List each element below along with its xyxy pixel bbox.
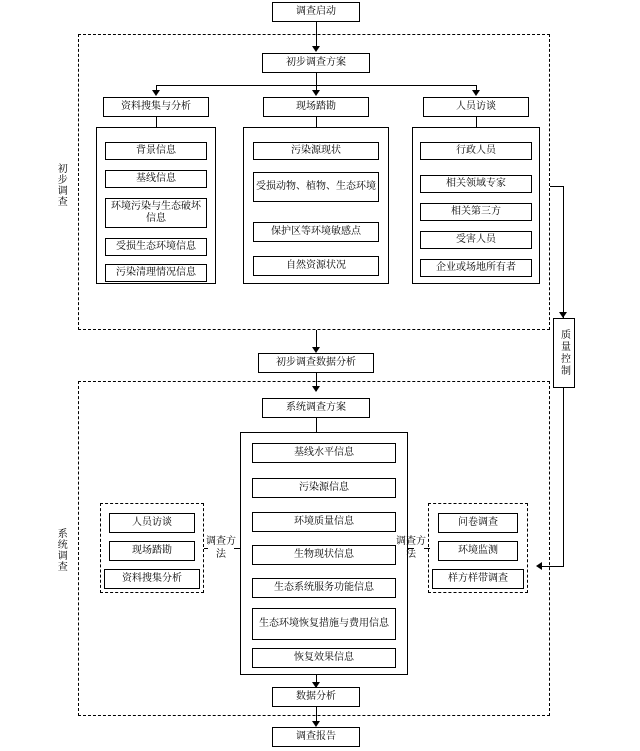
arrowhead-branch-right xyxy=(472,90,480,96)
node-stage1-col0-item-1: 基线信息 xyxy=(105,170,207,188)
node-stage2-right-method-1: 环境监测 xyxy=(438,541,518,561)
node-stage1-plan: 初步调查方案 xyxy=(262,53,370,73)
node-stage2-center-item-0: 基线水平信息 xyxy=(252,443,396,463)
connector-method0-down xyxy=(156,117,157,127)
connector-left-methods-link2 xyxy=(234,548,240,549)
node-stage1-col2-item-0: 行政人员 xyxy=(420,142,532,160)
connector-method1-down xyxy=(316,117,317,127)
node-stage1-col2-item-1: 相关领域专家 xyxy=(420,175,532,193)
node-end: 调查报告 xyxy=(272,727,360,747)
node-stage1-col2-item-2: 相关第三方 xyxy=(420,203,532,221)
arrowhead-branch-mid xyxy=(312,90,320,96)
node-stage2-center-item-2: 环境质量信息 xyxy=(252,512,396,532)
node-stage1-col0-item-0: 背景信息 xyxy=(105,142,207,160)
connector-plan2-down xyxy=(316,418,317,432)
node-stage2-left-method-1: 现场踏勘 xyxy=(109,541,195,561)
node-stage1-col1-item-0: 污染源现状 xyxy=(253,142,379,160)
connector-plan1-down xyxy=(316,73,317,85)
node-stage2-left-method-0: 人员访谈 xyxy=(109,513,195,533)
stage2-side-label: 系统调查 xyxy=(55,528,67,572)
node-stage1-col1-item-3: 自然资源状况 xyxy=(253,256,379,276)
connector-qc-bottom-vert xyxy=(563,388,564,566)
node-stage2-center-item-3: 生物现状信息 xyxy=(252,545,396,565)
node-stage1-method-1: 现场踏勘 xyxy=(263,97,369,117)
node-stage2-center-item-4: 生态系统服务功能信息 xyxy=(252,578,396,598)
node-stage1-method-0: 资料搜集与分析 xyxy=(103,97,209,117)
arrowhead-branch-left xyxy=(152,90,160,96)
node-stage1-col0-item-4: 污染清理情况信息 xyxy=(105,264,207,282)
node-stage1-col0-item-2: 环境污染与生态破坏信息 xyxy=(105,198,207,228)
connector-right-methods-link2 xyxy=(424,548,430,549)
arrowhead-qc-top xyxy=(559,312,567,318)
node-stage1-method-2: 人员访谈 xyxy=(423,97,529,117)
node-stage2-center-item-6: 恢复效果信息 xyxy=(252,648,396,668)
connector-qc-top-vert xyxy=(563,186,564,318)
node-stage1-col1-item-2: 保护区等环境敏感点 xyxy=(253,222,379,242)
connector-right-methods-link xyxy=(408,548,414,549)
connector-method2-down xyxy=(476,117,477,127)
node-stage1-col2-item-4: 企业或场地所有者 xyxy=(420,259,532,277)
node-stage2-analysis: 数据分析 xyxy=(272,687,360,707)
node-stage2-center-item-5: 生态环境恢复措施与费用信息 xyxy=(252,608,396,640)
label-stage2-method-right: 调查方法 xyxy=(396,536,426,560)
node-quality-control: 质量控制 xyxy=(553,318,575,388)
node-stage2-left-method-2: 资料搜集分析 xyxy=(104,569,200,589)
connector-qc-top xyxy=(550,186,564,187)
stage1-side-label: 初步调查 xyxy=(55,163,67,207)
node-stage2-plan: 系统调查方案 xyxy=(262,398,370,418)
node-stage2-right-method-2: 样方样带调查 xyxy=(432,569,524,589)
node-stage2-center-item-1: 污染源信息 xyxy=(252,478,396,498)
node-stage1-col0-item-3: 受损生态环境信息 xyxy=(105,238,207,256)
node-start: 调查启动 xyxy=(272,2,360,22)
label-stage2-method-left: 调查方法 xyxy=(206,536,236,560)
connector-left-methods-link xyxy=(204,548,208,549)
node-stage1-analysis: 初步调查数据分析 xyxy=(258,353,374,373)
node-stage1-col1-item-1: 受损动物、植物、生态环境 xyxy=(253,172,379,202)
node-stage2-right-method-0: 问卷调查 xyxy=(438,513,518,533)
node-stage1-col2-item-3: 受害人员 xyxy=(420,231,532,249)
